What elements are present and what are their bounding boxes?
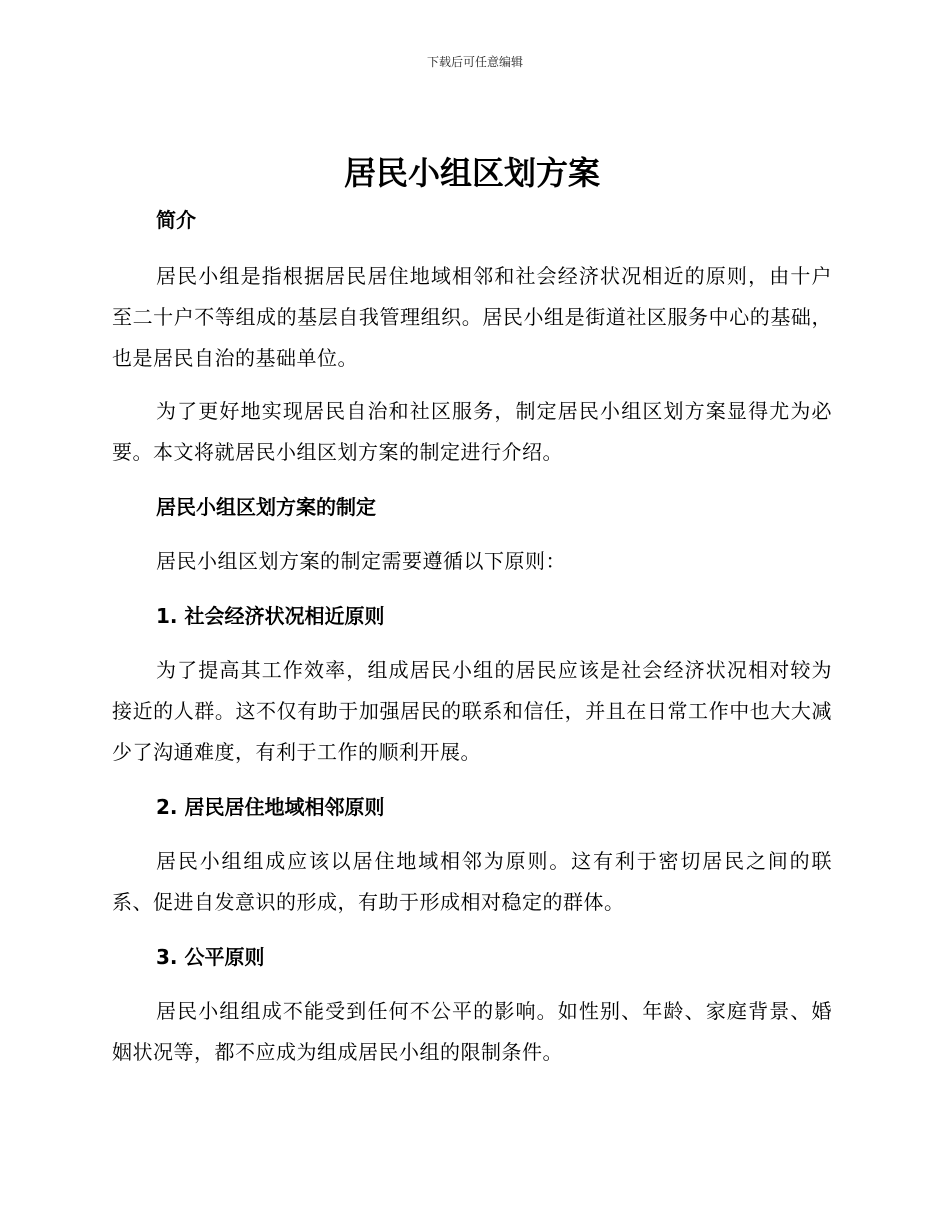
header-note: 下载后可任意编辑 — [426, 55, 523, 69]
principle-2-heading: 2. 居民居住地域相邻原则 — [156, 795, 385, 819]
principle-1-heading: 1. 社会经济状况相近原则 — [156, 604, 385, 628]
principle-3-heading: 3. 公平原则 — [156, 945, 265, 969]
principle-1-paragraph: 为了提高其工作效率，组成居民小组的居民应该是社会经济状况相对较为接近的人群。这不仅有助于加强居民的联系和信任，并且在日常工作中也大大减少了沟通难度，有利于工作的顺利开展。 — [112, 658, 832, 764]
making-heading: 居民小组区划方案的制定 — [156, 495, 376, 519]
principle-3-paragraph: 居民小组组成不能受到任何不公平的影响。如性别、年龄、家庭背景、婚姻状况等，都不应成为组成居民小组的限制条件。 — [112, 999, 832, 1064]
intro-paragraph-1: 居民小组是指根据居民居住地域相邻和社会经济状况相近的原则，由十户至二十户不等组成的基层自我管理组织。居民小组是街道社区服务中心的基础，也是居民自治的基础单位。 — [112, 264, 832, 370]
making-paragraph: 居民小组区划方案的制定需要遵循以下原则： — [156, 549, 566, 573]
document-body — [112, 148, 832, 1073]
intro-heading: 简介 — [156, 208, 196, 232]
principle-2-paragraph: 居民小组组成应该以居住地域相邻为原则。这有利于密切居民之间的联系、促进自发意识的形成，有助于形成相对稳定的群体。 — [112, 849, 832, 914]
intro-paragraph-2: 为了更好地实现居民自治和社区服务，制定居民小组区划方案显得尤为必要。本文将就居民小组区划方案的制定进行介绍。 — [112, 399, 832, 464]
document-title: 居民小组区划方案 — [343, 154, 600, 192]
